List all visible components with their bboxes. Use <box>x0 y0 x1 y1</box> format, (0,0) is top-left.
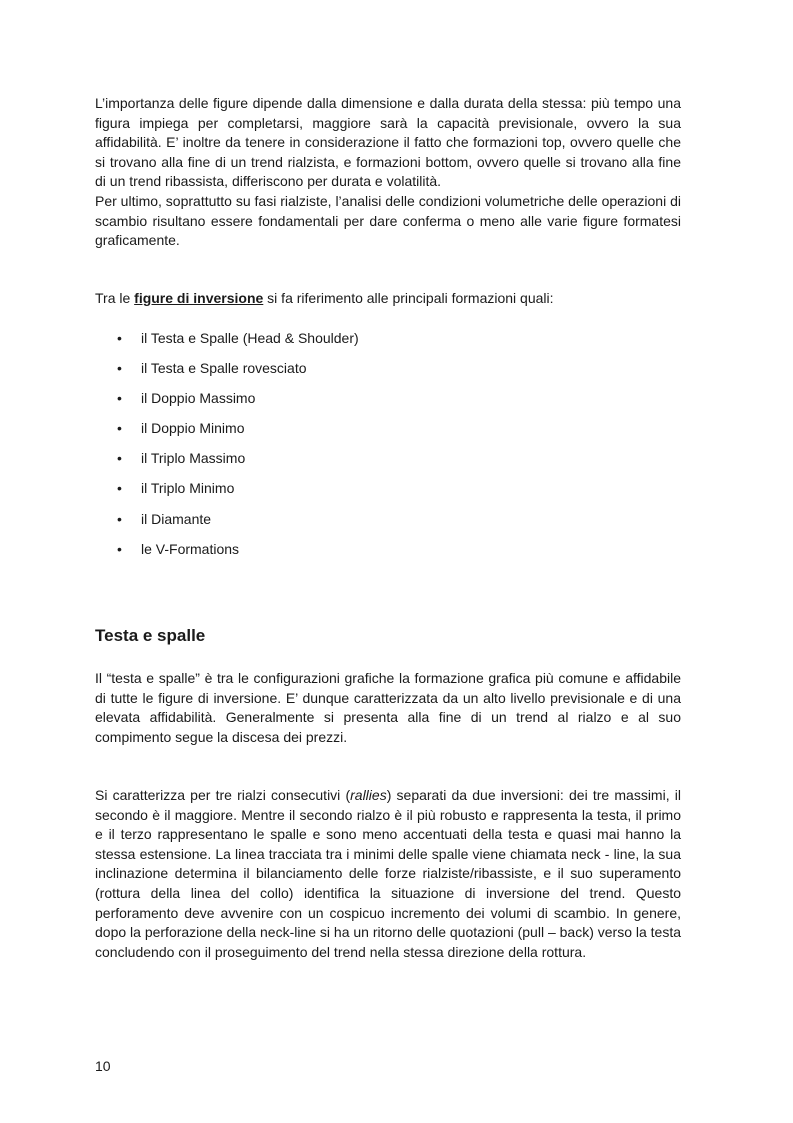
bullet-icon: • <box>117 360 122 377</box>
page-number: 10 <box>95 1058 111 1074</box>
inversion-figures-list <box>95 329 655 570</box>
list-lead-emphasis: figure di inversione <box>134 290 264 306</box>
list-item <box>95 510 655 540</box>
bullet-icon: • <box>117 330 122 346</box>
list-lead-before: Tra le <box>95 290 135 306</box>
list-item <box>95 540 655 570</box>
section-paragraph-2 <box>95 786 681 962</box>
list-item-label: il Triplo Massimo <box>141 450 246 467</box>
list-item <box>95 359 655 389</box>
bullet-icon: • <box>117 420 122 437</box>
intro-paragraph-1: L’importanza delle figure dipende dalla dimensione e dalla durata della stessa: più tempo una figura impiega per completarsi, maggiore sarà la capacità previsionale, ovvero la sua affidabilità. E’ inoltre da tenere in considerazione il fatto che formazioni top, ovvero quelle che si trovano alla fine di un trend rialzista, e formazioni bottom, ovvero quelle si trovano alla fine di un trend ribassista, differiscono per durata e volatilità. <box>95 95 681 190</box>
section-paragraph-1: Il “testa e spalle” è tra le configurazioni grafiche la formazione grafica più comune e affidabile di tutte le figure di inversione. E’ dunque caratterizzata da un alto livello previsionale e di una elevata affidabilità. Generalmente si presenta alla fine di un trend al rialzo e al suo compimento segue la discesa dei prezzi. <box>95 670 681 745</box>
bullet-icon: • <box>117 390 122 407</box>
list-item-label: il Doppio Massimo <box>141 390 256 407</box>
list-item-label: il Doppio Minimo <box>141 420 245 437</box>
bullet-icon: • <box>117 450 122 467</box>
list-item-label: il Diamante <box>141 510 212 527</box>
list-item <box>95 419 655 449</box>
section-title: Testa e spalle <box>95 626 206 645</box>
list-item-label: il Triplo Minimo <box>141 480 235 497</box>
intro-paragraph-2: Per ultimo, soprattutto su fasi rialziste, l’analisi delle condizioni volumetriche delle operazioni di scambio risultano essere fondamentali per dare conferma o meno alle varie figure formatesi graficamente. <box>95 192 681 249</box>
section-paragraph-2-rest: ) separati da due inversioni: dei tre massimi, il secondo è il maggiore. Mentre il secondo rialzo è il più robusto e rappresenta la testa, il primo e il terzo rappresentano le spalle e sono meno accentuati della testa e quasi mai hanno la stessa estensione. La linea tracciata tra i minimi delle spalle viene chiamata neck - line, la sua inclinazione determina il bilanciamento delle forze rialziste/ribassiste, e il suo superamento (rottura della linea del collo) identifica la situazione di inversione del trend. Questo perforamento deve avvenire con un cospicuo incremento dei volumi di scambio. In genere, dopo la perforazione della neck-line si ha un ritorno delle quotazioni (pull – back) verso la testa concludendo con il proseguimento del trend nella stessa direzione della rottura. <box>95 787 682 960</box>
list-item-label: le V-Formations <box>141 540 240 557</box>
intro-text <box>95 94 681 251</box>
bullet-icon: • <box>117 480 122 497</box>
list-lead-after: si fa riferimento alle principali formazioni quali: <box>263 290 554 306</box>
bullet-icon: • <box>117 540 122 557</box>
bullet-icon: • <box>117 510 122 527</box>
list-item <box>95 479 655 509</box>
list-lead <box>95 289 681 309</box>
list-item-label: il Testa e Spalle rovesciato <box>141 360 307 377</box>
list-item <box>95 389 655 419</box>
list-item <box>95 329 655 359</box>
section-paragraph-2-start: Si caratterizza per tre rialzi consecutivi ( <box>95 787 351 803</box>
list-item-label: il Testa e Spalle (Head & Shoulder) <box>141 330 359 346</box>
section-paragraph-2-italic: rallies <box>350 787 387 803</box>
list-item <box>95 449 655 479</box>
